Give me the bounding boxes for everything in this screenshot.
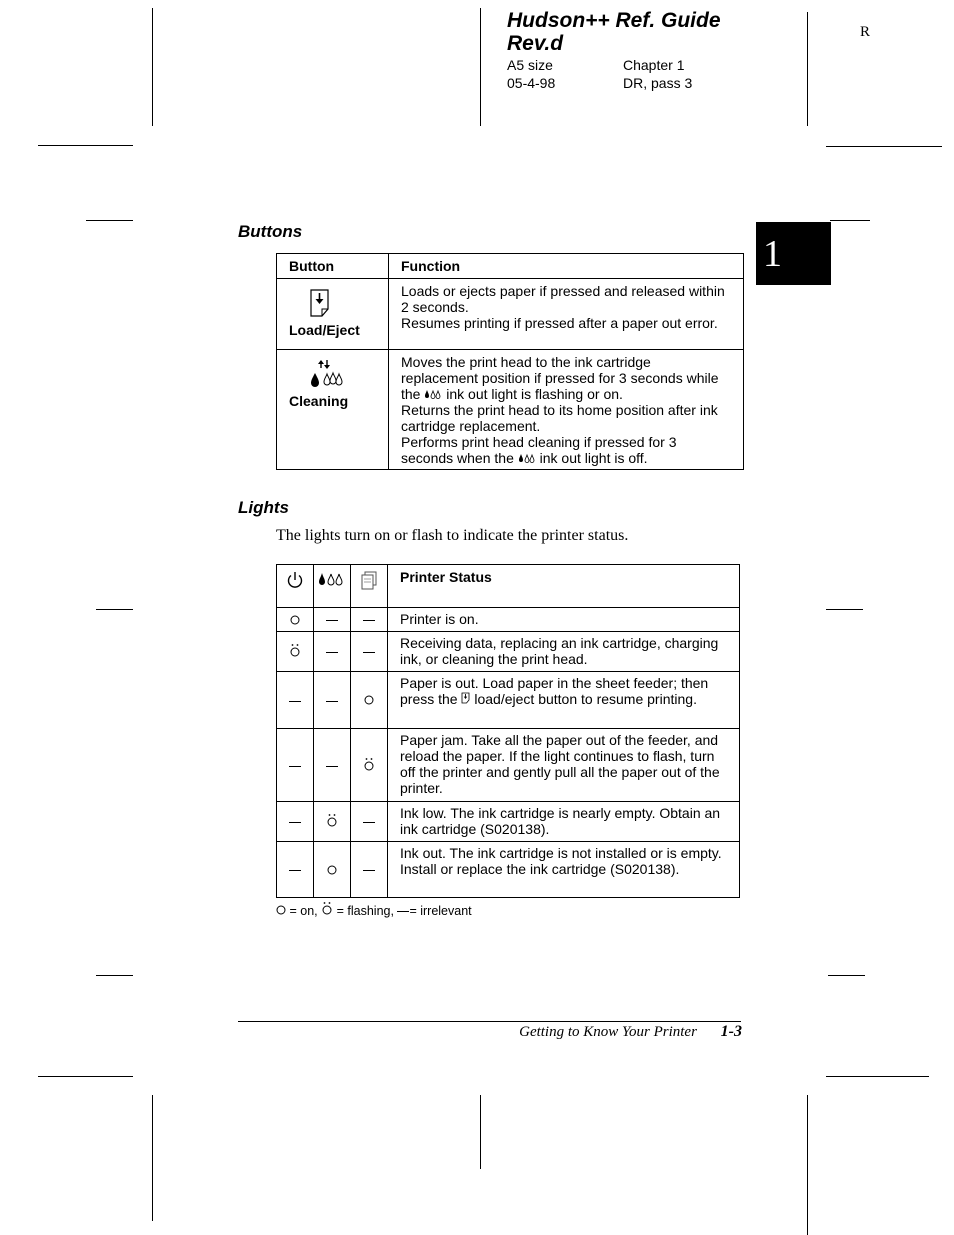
revision-date: 05-4-98	[507, 75, 556, 91]
function-text	[401, 434, 731, 466]
table-row	[277, 608, 740, 632]
function-text: Moves the print head to the ink cartridge replacement position if pressed for 3 seconds while the	[401, 354, 719, 402]
power-icon	[277, 565, 314, 608]
button-cell	[277, 350, 389, 470]
page-size: A5 size	[507, 57, 553, 73]
crop-mark	[38, 145, 133, 146]
status-cell: Ink out. The ink cartridge is not installed or is empty. Install or replace the ink cartridge (S020138).	[388, 842, 740, 898]
cleaning-icon	[309, 360, 376, 393]
status-text: load/eject button to resume printing.	[474, 691, 697, 707]
lights-intro: The lights turn on or flash to indicate the printer status.	[276, 527, 629, 544]
table-row	[277, 802, 740, 842]
light-irrelevant-icon	[351, 802, 388, 842]
table-row	[277, 279, 744, 350]
crop-mark	[807, 1095, 808, 1235]
crop-mark	[826, 609, 863, 610]
legend-on: = on,	[289, 904, 318, 918]
crop-mark	[86, 220, 133, 221]
column-header: Button	[277, 254, 389, 279]
lights-heading: Lights	[238, 498, 289, 517]
light-irrelevant-icon	[314, 729, 351, 802]
function-text: ink out light is flashing or on.	[446, 386, 623, 402]
page-number: 1-3	[720, 1023, 742, 1040]
page-footer	[519, 1023, 742, 1041]
function-text	[401, 354, 731, 402]
light-on-icon	[314, 842, 351, 898]
function-text: Loads or ejects paper if pressed and released within 2 seconds.	[401, 283, 725, 315]
light-irrelevant-icon	[277, 802, 314, 842]
function-cell	[389, 279, 744, 350]
light-flashing-icon	[277, 632, 314, 672]
footer-title: Getting to Know Your Printer	[519, 1024, 697, 1040]
buttons-heading: Buttons	[238, 222, 303, 241]
column-header: Printer Status	[388, 565, 740, 608]
button-label: Cleaning	[289, 393, 349, 409]
function-text: Returns the print head to its home position after ink cartridge replacement.	[401, 402, 718, 434]
status-text: Paper is out. Load paper in the sheet feeder; then press the	[400, 675, 709, 707]
light-irrelevant-icon	[351, 608, 388, 632]
crop-mark	[830, 220, 870, 221]
table-row	[277, 729, 740, 802]
status-cell: Receiving data, replacing an ink cartridge, charging ink, or cleaning the print head.	[388, 632, 740, 672]
table-row	[277, 672, 740, 729]
chapter-tab	[756, 222, 831, 285]
light-irrelevant-icon	[351, 632, 388, 672]
light-irrelevant-icon	[277, 729, 314, 802]
crop-mark	[807, 12, 808, 126]
crop-mark	[480, 8, 481, 126]
ink-out-icon	[518, 450, 536, 466]
crop-mark	[96, 975, 133, 976]
lights-table	[276, 564, 740, 898]
light-irrelevant-icon	[277, 842, 314, 898]
status-cell	[388, 672, 740, 729]
chapter-label: Chapter 1	[623, 57, 685, 73]
light-flashing-icon	[321, 904, 333, 918]
pass-label: DR, pass 3	[623, 75, 693, 91]
crop-mark	[480, 1095, 481, 1169]
light-irrelevant-icon	[314, 632, 351, 672]
crop-mark	[152, 1095, 153, 1221]
paper-out-icon	[351, 565, 388, 608]
light-irrelevant-icon	[397, 911, 409, 912]
crop-mark	[96, 609, 133, 610]
light-irrelevant-icon	[314, 672, 351, 729]
function-text: Resumes printing if pressed after a paper out error.	[401, 315, 718, 331]
footer-rule	[238, 1021, 741, 1022]
document-title: Hudson++ Ref. Guide Rev.d	[507, 9, 721, 55]
side-marker: R	[860, 24, 871, 40]
buttons-table	[276, 253, 744, 470]
table-row	[277, 350, 744, 470]
function-text: Performs print head cleaning if pressed for 3 seconds when the	[401, 434, 677, 466]
button-label: Load/Eject	[289, 322, 360, 338]
status-cell: Paper jam. Take all the paper out of the feeder, and reload the paper. If the light continues to flash, turn off the printer and gently pull all the paper out of the printer.	[388, 729, 740, 802]
crop-mark	[828, 975, 865, 976]
function-cell	[389, 350, 744, 470]
legend-irrelevant: = irrelevant	[409, 904, 472, 918]
function-text: ink out light is off.	[539, 450, 648, 466]
light-on-icon	[277, 608, 314, 632]
light-irrelevant-icon	[277, 672, 314, 729]
crop-mark	[38, 1076, 133, 1077]
status-cell: Ink low. The ink cartridge is nearly empty. Obtain an ink cartridge (S020138).	[388, 802, 740, 842]
light-irrelevant-icon	[351, 842, 388, 898]
table-row	[277, 632, 740, 672]
table-row	[277, 842, 740, 898]
lights-legend	[276, 901, 472, 918]
light-on-icon	[276, 904, 286, 918]
load-eject-icon	[458, 691, 475, 707]
ink-out-icon	[314, 565, 351, 608]
button-cell	[277, 279, 389, 350]
status-cell: Printer is on.	[388, 608, 740, 632]
table-header-row	[277, 565, 740, 608]
crop-mark	[152, 8, 153, 126]
ink-out-icon	[424, 386, 442, 402]
legend-flashing: = flashing,	[336, 904, 394, 918]
light-irrelevant-icon	[314, 608, 351, 632]
light-flashing-icon	[314, 802, 351, 842]
light-on-icon	[351, 672, 388, 729]
crop-mark	[826, 1076, 929, 1077]
chapter-number: 1	[763, 233, 782, 275]
table-header-row	[277, 254, 744, 279]
load-eject-icon	[309, 289, 376, 320]
light-flashing-icon	[351, 729, 388, 802]
crop-mark	[826, 146, 942, 147]
column-header: Function	[389, 254, 744, 279]
